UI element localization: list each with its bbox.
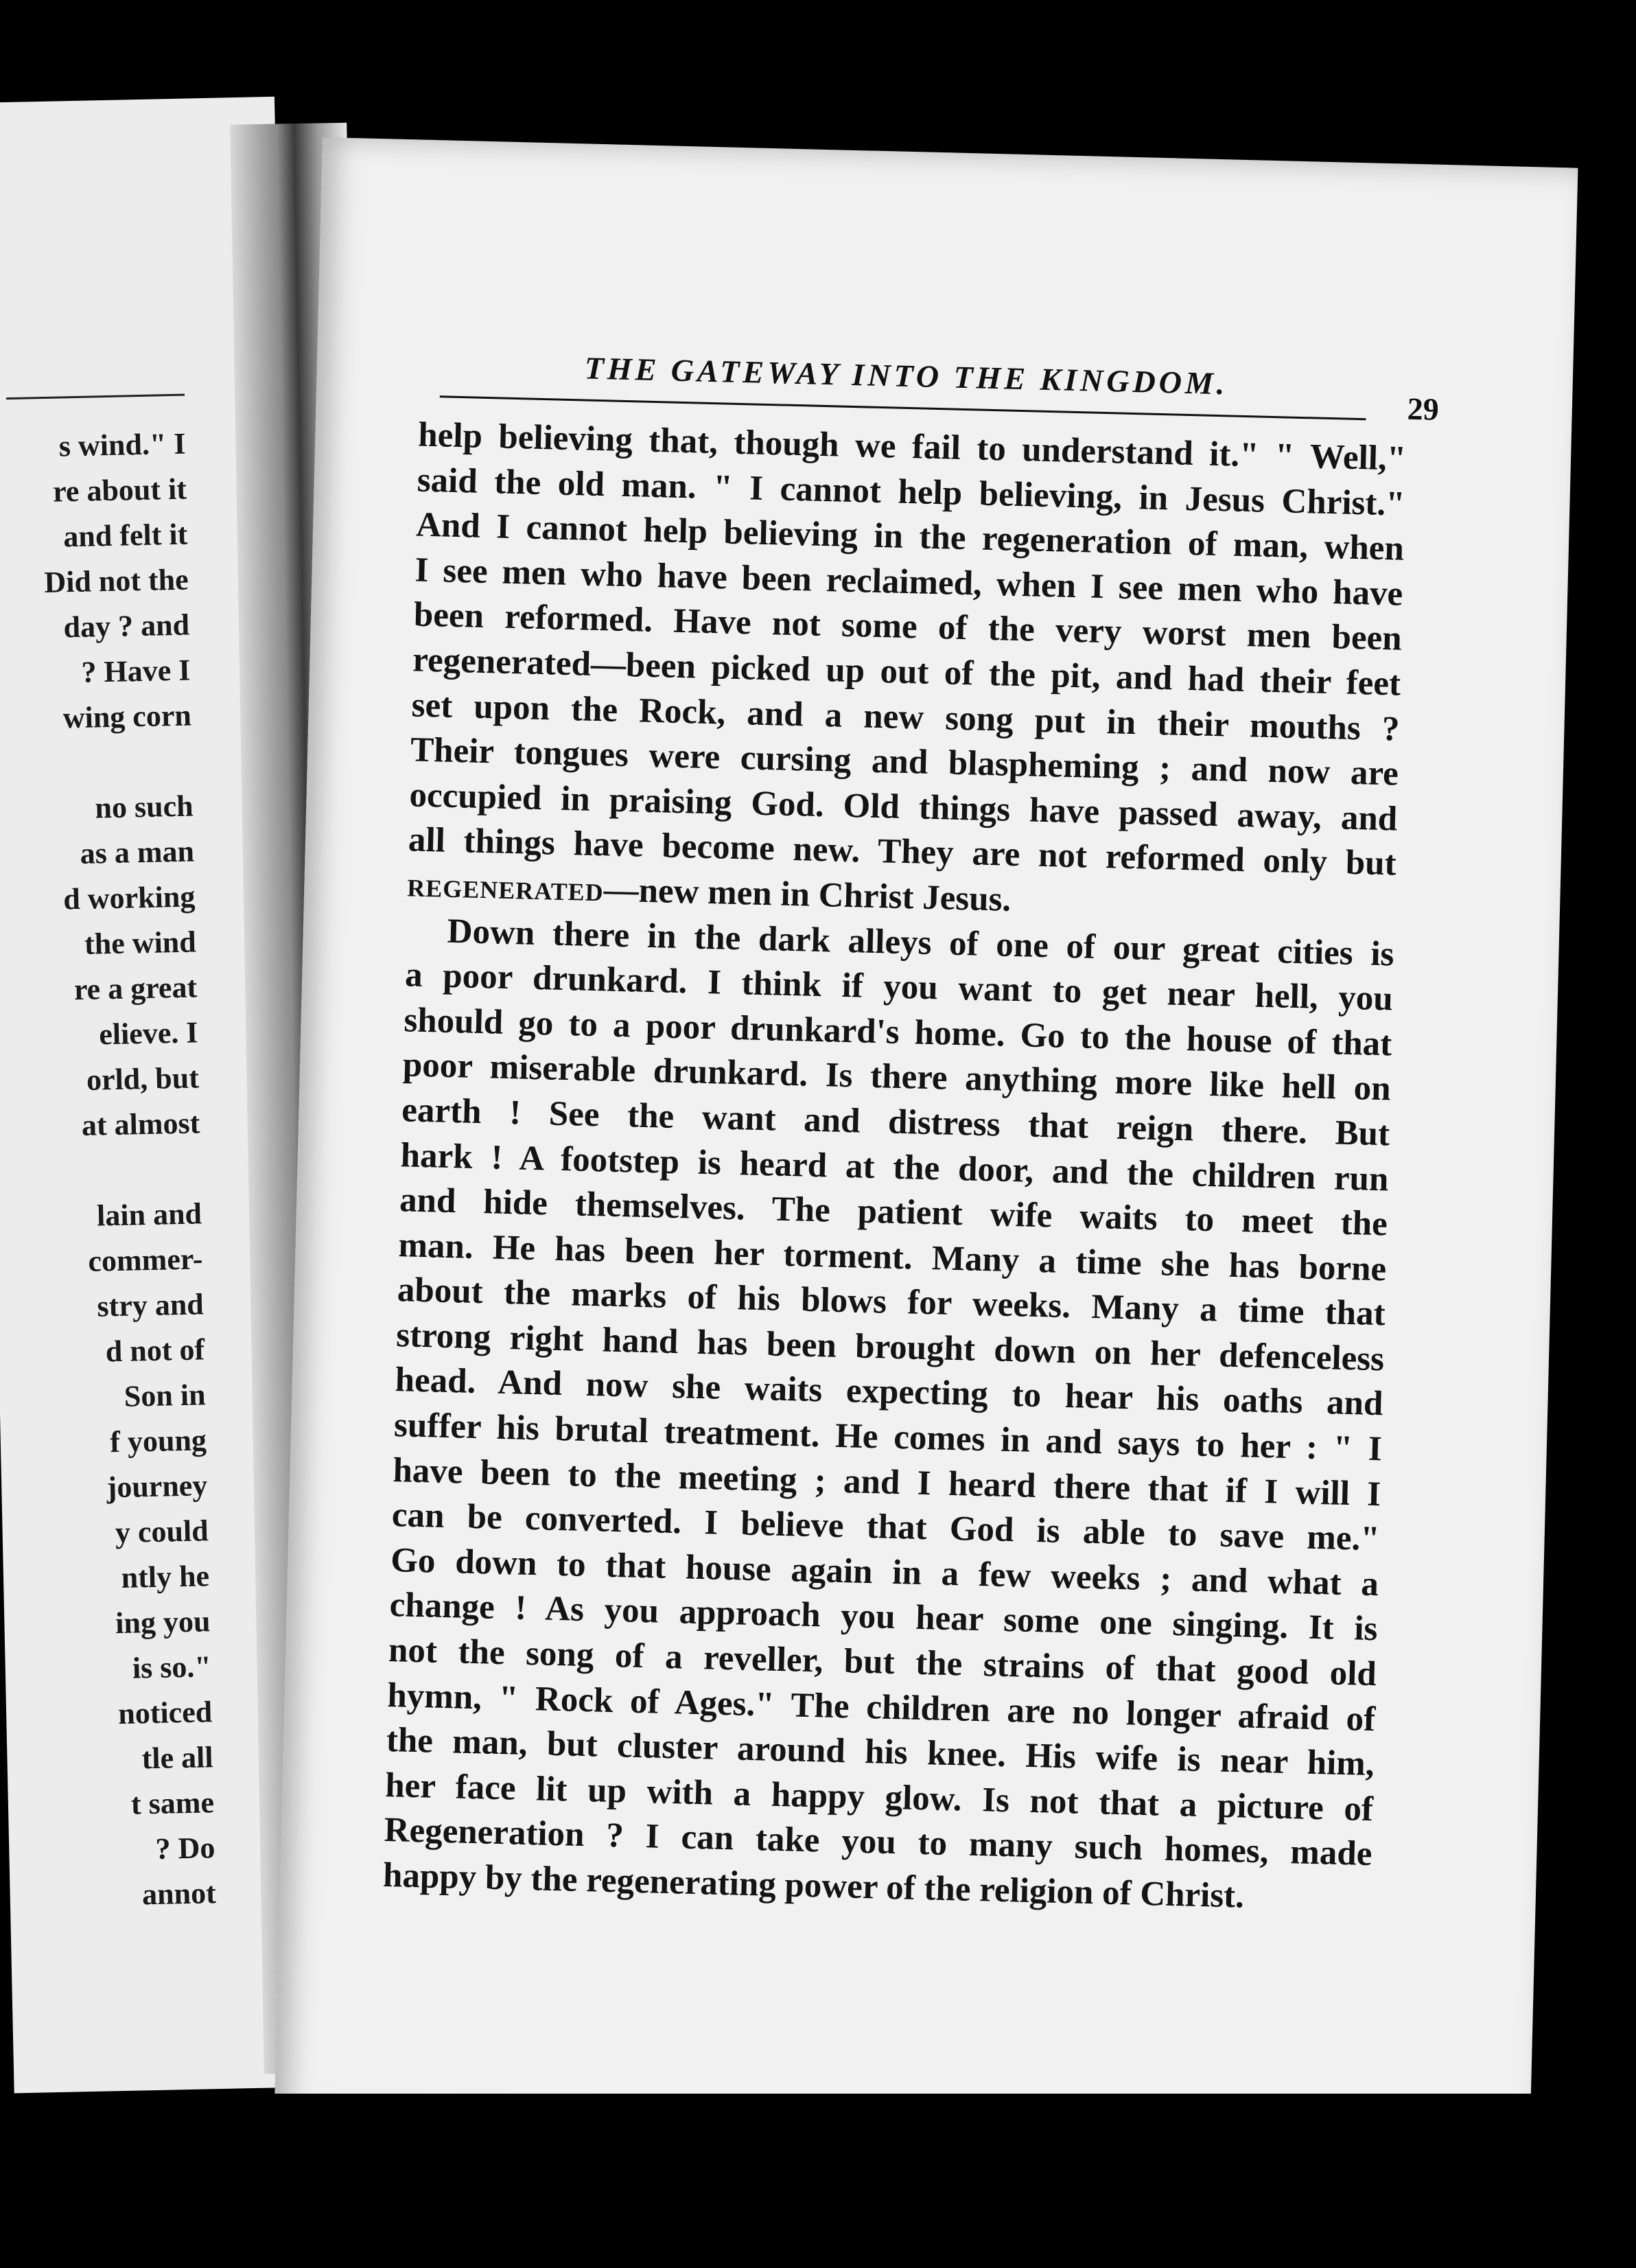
previous-page-line: the wind — [84, 925, 197, 961]
text-line: man. He has been her torment. Many a time she has borne — [397, 1225, 1387, 1289]
page-number: 29 — [1407, 391, 1440, 427]
previous-page-line: ? Do — [155, 1831, 215, 1866]
previous-page-line — [0, 1146, 201, 1195]
previous-page-line: ing you — [115, 1604, 211, 1641]
current-page — [274, 137, 1578, 2144]
paragraph-1 — [408, 413, 1407, 888]
previous-page-line: is so." — [132, 1650, 212, 1685]
text-line: been reformed. Have not some of the very worst men been — [413, 595, 1403, 659]
small-caps-word: REGENERATED — [406, 874, 605, 907]
text-line: earth ! See the want and distress that reign there. But — [401, 1091, 1390, 1154]
previous-page-line: ntly he — [121, 1559, 210, 1595]
previous-page-line: lain and — [96, 1196, 202, 1233]
text-line: happy by the regenerating power of the religion of Christ. — [382, 1855, 1245, 1916]
previous-page-line: s wind." I — [58, 426, 186, 463]
previous-page-line: and felt it — [62, 517, 188, 554]
text-line: about the marks of his blows for weeks. Many a time that — [397, 1271, 1386, 1334]
previous-page-line: Did not the — [43, 562, 189, 599]
text-line: all things have become new. They are not reformed only but — [408, 820, 1397, 883]
previous-page-line: wing corn — [62, 698, 192, 735]
running-head: THE GATEWAY INTO THE KINGDOM. — [584, 350, 1229, 402]
text-line: Down there in the dark alleys of one of our great cities is — [447, 912, 1395, 974]
text-line: regenerated—been picked up out of the pit, and had their feet — [412, 640, 1401, 704]
text-line: And I cannot help believing in the regeneration of man, when — [415, 505, 1405, 568]
text-line: strong right hand has been brought down on her defenceless — [395, 1316, 1385, 1379]
previous-page-line: re about it — [52, 472, 187, 509]
text-line: poor miserable drunkard. Is there anything more like hell on — [402, 1045, 1392, 1109]
previous-page-line: day ? and — [63, 608, 190, 645]
previous-page-line: t same — [130, 1785, 215, 1821]
text-line: the man, but cluster around his knee. His wife is near him, — [386, 1721, 1375, 1784]
previous-page-line: ? Have I — [80, 653, 191, 689]
previous-page-line: journey — [106, 1468, 208, 1505]
scan-shadow — [0, 2094, 1636, 2268]
previous-page-head-rule — [6, 394, 185, 400]
previous-page-line: f young — [109, 1423, 207, 1459]
text-line: hymn, " Rock of Ages." The children are no longer afraid of — [386, 1676, 1376, 1739]
previous-page-line: y could — [115, 1514, 209, 1550]
previous-page-line: as a man — [80, 834, 195, 870]
text-line: said the old man. " I cannot help believing, in Jesus Christ." — [417, 461, 1406, 524]
previous-page-line — [0, 739, 193, 788]
previous-page-line: stry and — [96, 1287, 204, 1323]
page-body-text — [382, 413, 1406, 1923]
text-line: should go to a poor drunkard's home. Go to the house of that — [403, 1001, 1392, 1064]
text-line: help believing that, though we fail to understand it." " Well," — [417, 415, 1407, 478]
previous-page-line: noticed — [117, 1695, 213, 1731]
text-line: change ! As you approach you hear some one singing. It is — [389, 1586, 1379, 1649]
text-line: head. And now she waits expecting to hear his oaths and — [395, 1361, 1384, 1424]
text-line: have been to the meeting ; and I heard there that if I will I — [392, 1450, 1381, 1514]
paragraph-1-final-line-rest: —new men in Christ Jesus. — [603, 870, 1012, 919]
text-line: and hide themselves. The patient wife waits to meet the — [399, 1181, 1388, 1244]
previous-page-line: at almost — [81, 1106, 200, 1142]
text-line: not the song of a reveller, but the strains of that good old — [388, 1631, 1377, 1694]
text-line: suffer his brutal treatment. He comes in and says to her : " I — [393, 1406, 1383, 1469]
text-line: Their tongues were cursing and blaspheming ; and now are — [410, 730, 1399, 794]
previous-page-line: d working — [62, 879, 196, 916]
text-line: occupied in praising God. Old things have passed away, and — [408, 776, 1398, 839]
text-line: hark ! A footstep is heard at the door, and the children run — [400, 1135, 1390, 1199]
previous-page-line: commer- — [87, 1242, 203, 1278]
previous-page-line: orld, but — [86, 1061, 200, 1097]
text-line: Regeneration ? I can take you to many such homes, made — [384, 1811, 1373, 1874]
text-line: Go down to that house again in a few weeks ; and what a — [390, 1540, 1379, 1604]
text-line: a poor drunkard. I think if you want to get near hell, you — [404, 956, 1394, 1019]
previous-page-line: elieve. I — [98, 1015, 198, 1052]
paragraph-2 — [382, 908, 1394, 1923]
text-line: I see men who have been reclaimed, when I see men who have — [414, 551, 1403, 614]
text-line: her face lit up with a happy glow. Is not that a picture of — [384, 1766, 1374, 1829]
previous-page-line: annot — [141, 1876, 217, 1912]
previous-page-line: tle all — [141, 1740, 214, 1776]
previous-page-line: no such — [94, 789, 194, 825]
previous-page-text — [0, 421, 216, 1921]
previous-page-line: Son in — [124, 1378, 206, 1413]
text-line: can be converted. I believe that God is able to save me." — [391, 1496, 1381, 1559]
previous-page-line: re a great — [73, 970, 198, 1007]
text-line: set upon the Rock, and a new song put in their mouths ? — [411, 685, 1401, 749]
previous-page-line: d not of — [105, 1332, 205, 1369]
